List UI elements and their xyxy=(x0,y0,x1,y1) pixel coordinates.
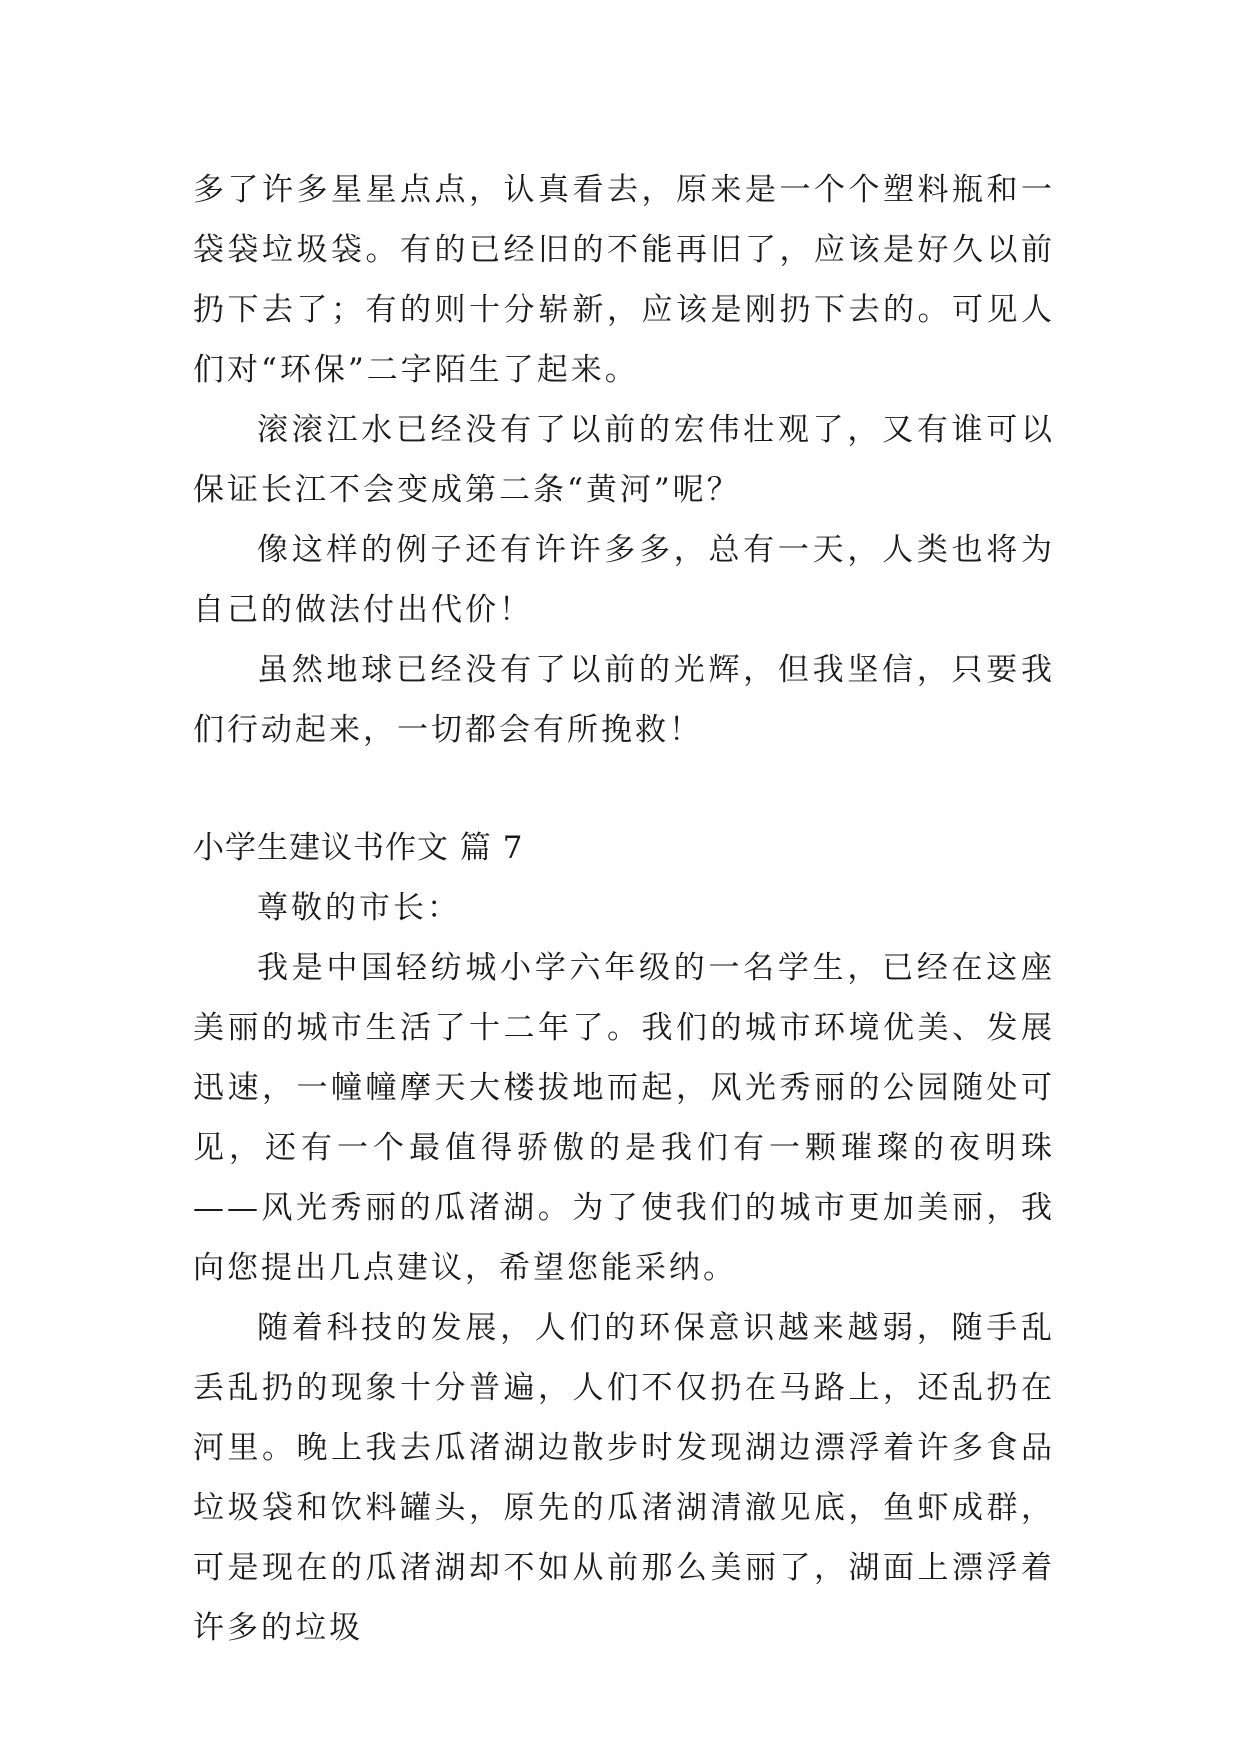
paragraph-4: 虽然地球已经没有了以前的光辉，但我坚信，只要我们行动起来，一切都会有所挽救！ xyxy=(193,652,1055,748)
paragraph-3: 像这样的例子还有许许多多，总有一天，人类也将为自己的做法付出代价！ xyxy=(193,532,1055,628)
section-heading: 小学生建议书作文 篇 7 xyxy=(193,830,524,866)
paragraph-6: 随着科技的发展，人们的环保意识越来越弱，随手乱丢乱扔的现象十分普遍，人们不仅扔在马路上，还乱扔在河里。晚上我去瓜渚湖边散步时发现湖边漂浮着许多食品垃圾袋和饮料罐头，原先的瓜渚湖清澈见底，鱼虾成群，可是现在的瓜渚湖却不如从前那么美丽了，湖面上漂浮着许多的垃圾 xyxy=(193,1310,1055,1646)
document-body xyxy=(193,160,1055,1658)
paragraph-5: 我是中国轻纺城小学六年级的一名学生，已经在这座美丽的城市生活了十二年了。我们的城市环境优美、发展迅速，一幢幢摩天大楼拔地而起，风光秀丽的公园随处可见，还有一个最值得骄傲的是我们有一颗璀璨的夜明珠——风光秀丽的瓜渚湖。为了使我们的城市更加美丽，我向您提出几点建议，希望您能采纳。 xyxy=(193,950,1055,1286)
salutation: 尊敬的市长： xyxy=(257,890,461,926)
paragraph-2: 滚滚江水已经没有了以前的宏伟壮观了，又有谁可以保证长江不会变成第二条“黄河”呢？ xyxy=(193,412,1055,508)
paragraph-1: 多了许多星星点点，认真看去，原来是一个个塑料瓶和一袋袋垃圾袋。有的已经旧的不能再旧了，应该是好久以前扔下去了；有的则十分崭新，应该是刚扔下去的。可见人们对“环保”二字陌生了起来。 xyxy=(193,172,1055,388)
